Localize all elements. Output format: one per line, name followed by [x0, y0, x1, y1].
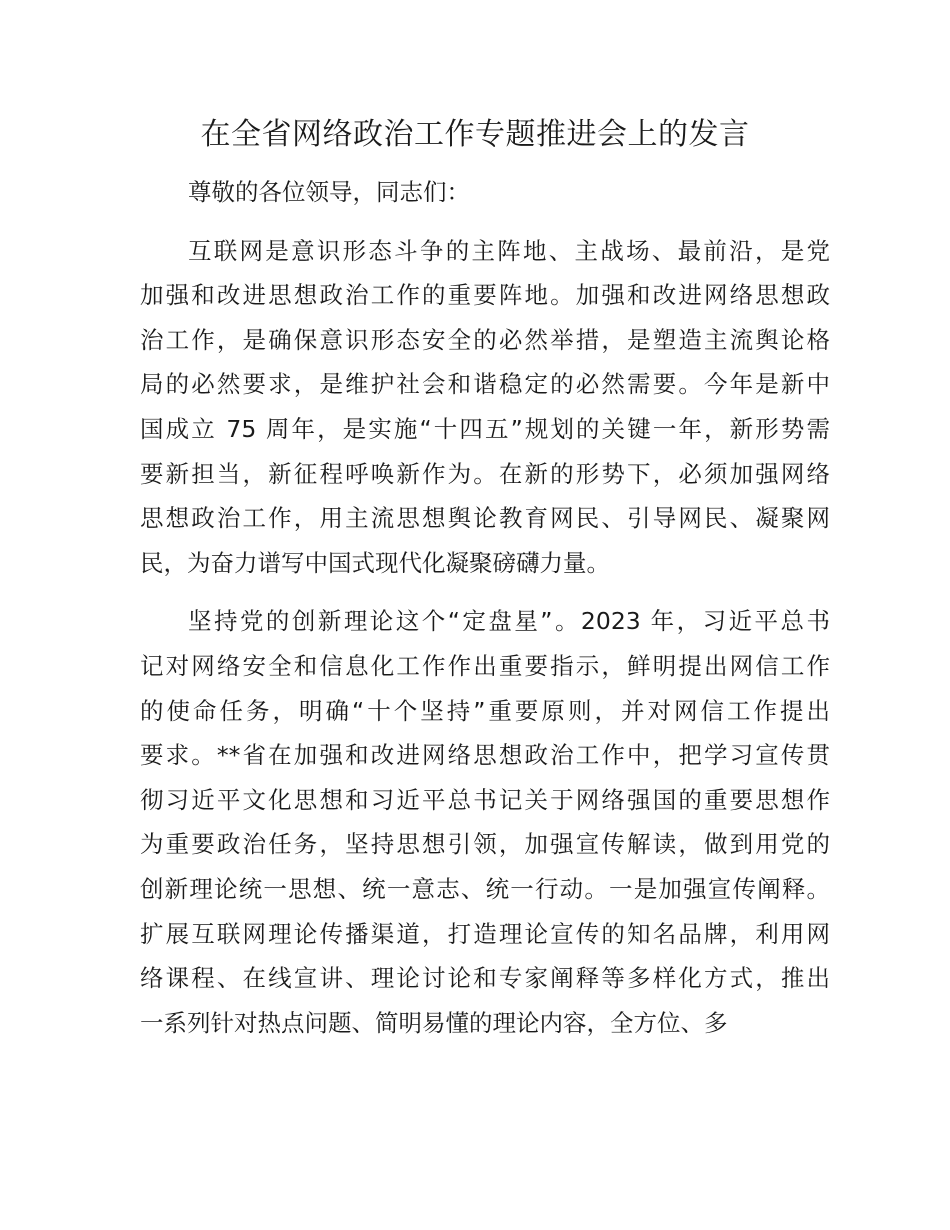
text-line: 民，为奋力谱写中国式现代化凝聚磅礴力量。	[140, 548, 610, 577]
text-line: 思想政治工作，用主流思想舆论教育网民、引导网民、凝聚网	[140, 504, 830, 533]
text-line: 坚持党的创新理论这个“定盘星”。2023 年，习近平总书	[188, 607, 830, 636]
text-line: 加强和改进思想政治工作的重要阵地。加强和改进网络思想政	[140, 281, 830, 310]
text-line: 治工作，是确保意识形态安全的必然举措，是塑造主流舆论格	[140, 325, 830, 354]
text-line: 局的必然要求，是维护社会和谐稳定的必然需要。今年是新中	[140, 370, 830, 399]
paragraph-2	[140, 599, 830, 1045]
salutation: 尊敬的各位领导，同志们：	[188, 178, 470, 206]
document-body	[140, 170, 830, 1059]
text-line: 记对网络安全和信息化工作作出重要指示，鲜明提出网信工作	[140, 651, 830, 680]
text-line: 为重要政治任务，坚持思想引领，加强宣传解读，做到用党的	[140, 830, 830, 859]
text-line: 互联网是意识形态斗争的主阵地、主战场、最前沿，是党	[188, 236, 830, 265]
text-line: 络课程、在线宣讲、理论讨论和专家阐释等多样化方式，推出	[140, 964, 830, 993]
text-line: 的使命任务，明确“十个坚持”重要原则，并对网信工作提出	[140, 696, 830, 725]
text-line: 要求。**省在加强和改进网络思想政治工作中，把学习宣传贯	[140, 741, 830, 770]
text-line: 国成立 75 周年，是实施“十四五”规划的关键一年，新形势需	[140, 414, 830, 443]
text-line: 彻习近平文化思想和习近平总书记关于网络强国的重要思想作	[140, 785, 830, 814]
document-title: 在全省网络政治工作专题推进会上的发言	[200, 117, 750, 152]
text-line: 扩展互联网理论传播渠道，打造理论宣传的知名品牌，利用网	[140, 919, 830, 948]
text-line: 一系列针对热点问题、简明易懂的理论内容，全方位、多	[140, 1008, 728, 1037]
text-line: 要新担当，新征程呼唤新作为。在新的形势下，必须加强网络	[140, 459, 830, 488]
paragraph-1	[140, 229, 830, 586]
text-line: 创新理论统一思想、统一意志、统一行动。一是加强宣传阐释。	[140, 874, 830, 903]
